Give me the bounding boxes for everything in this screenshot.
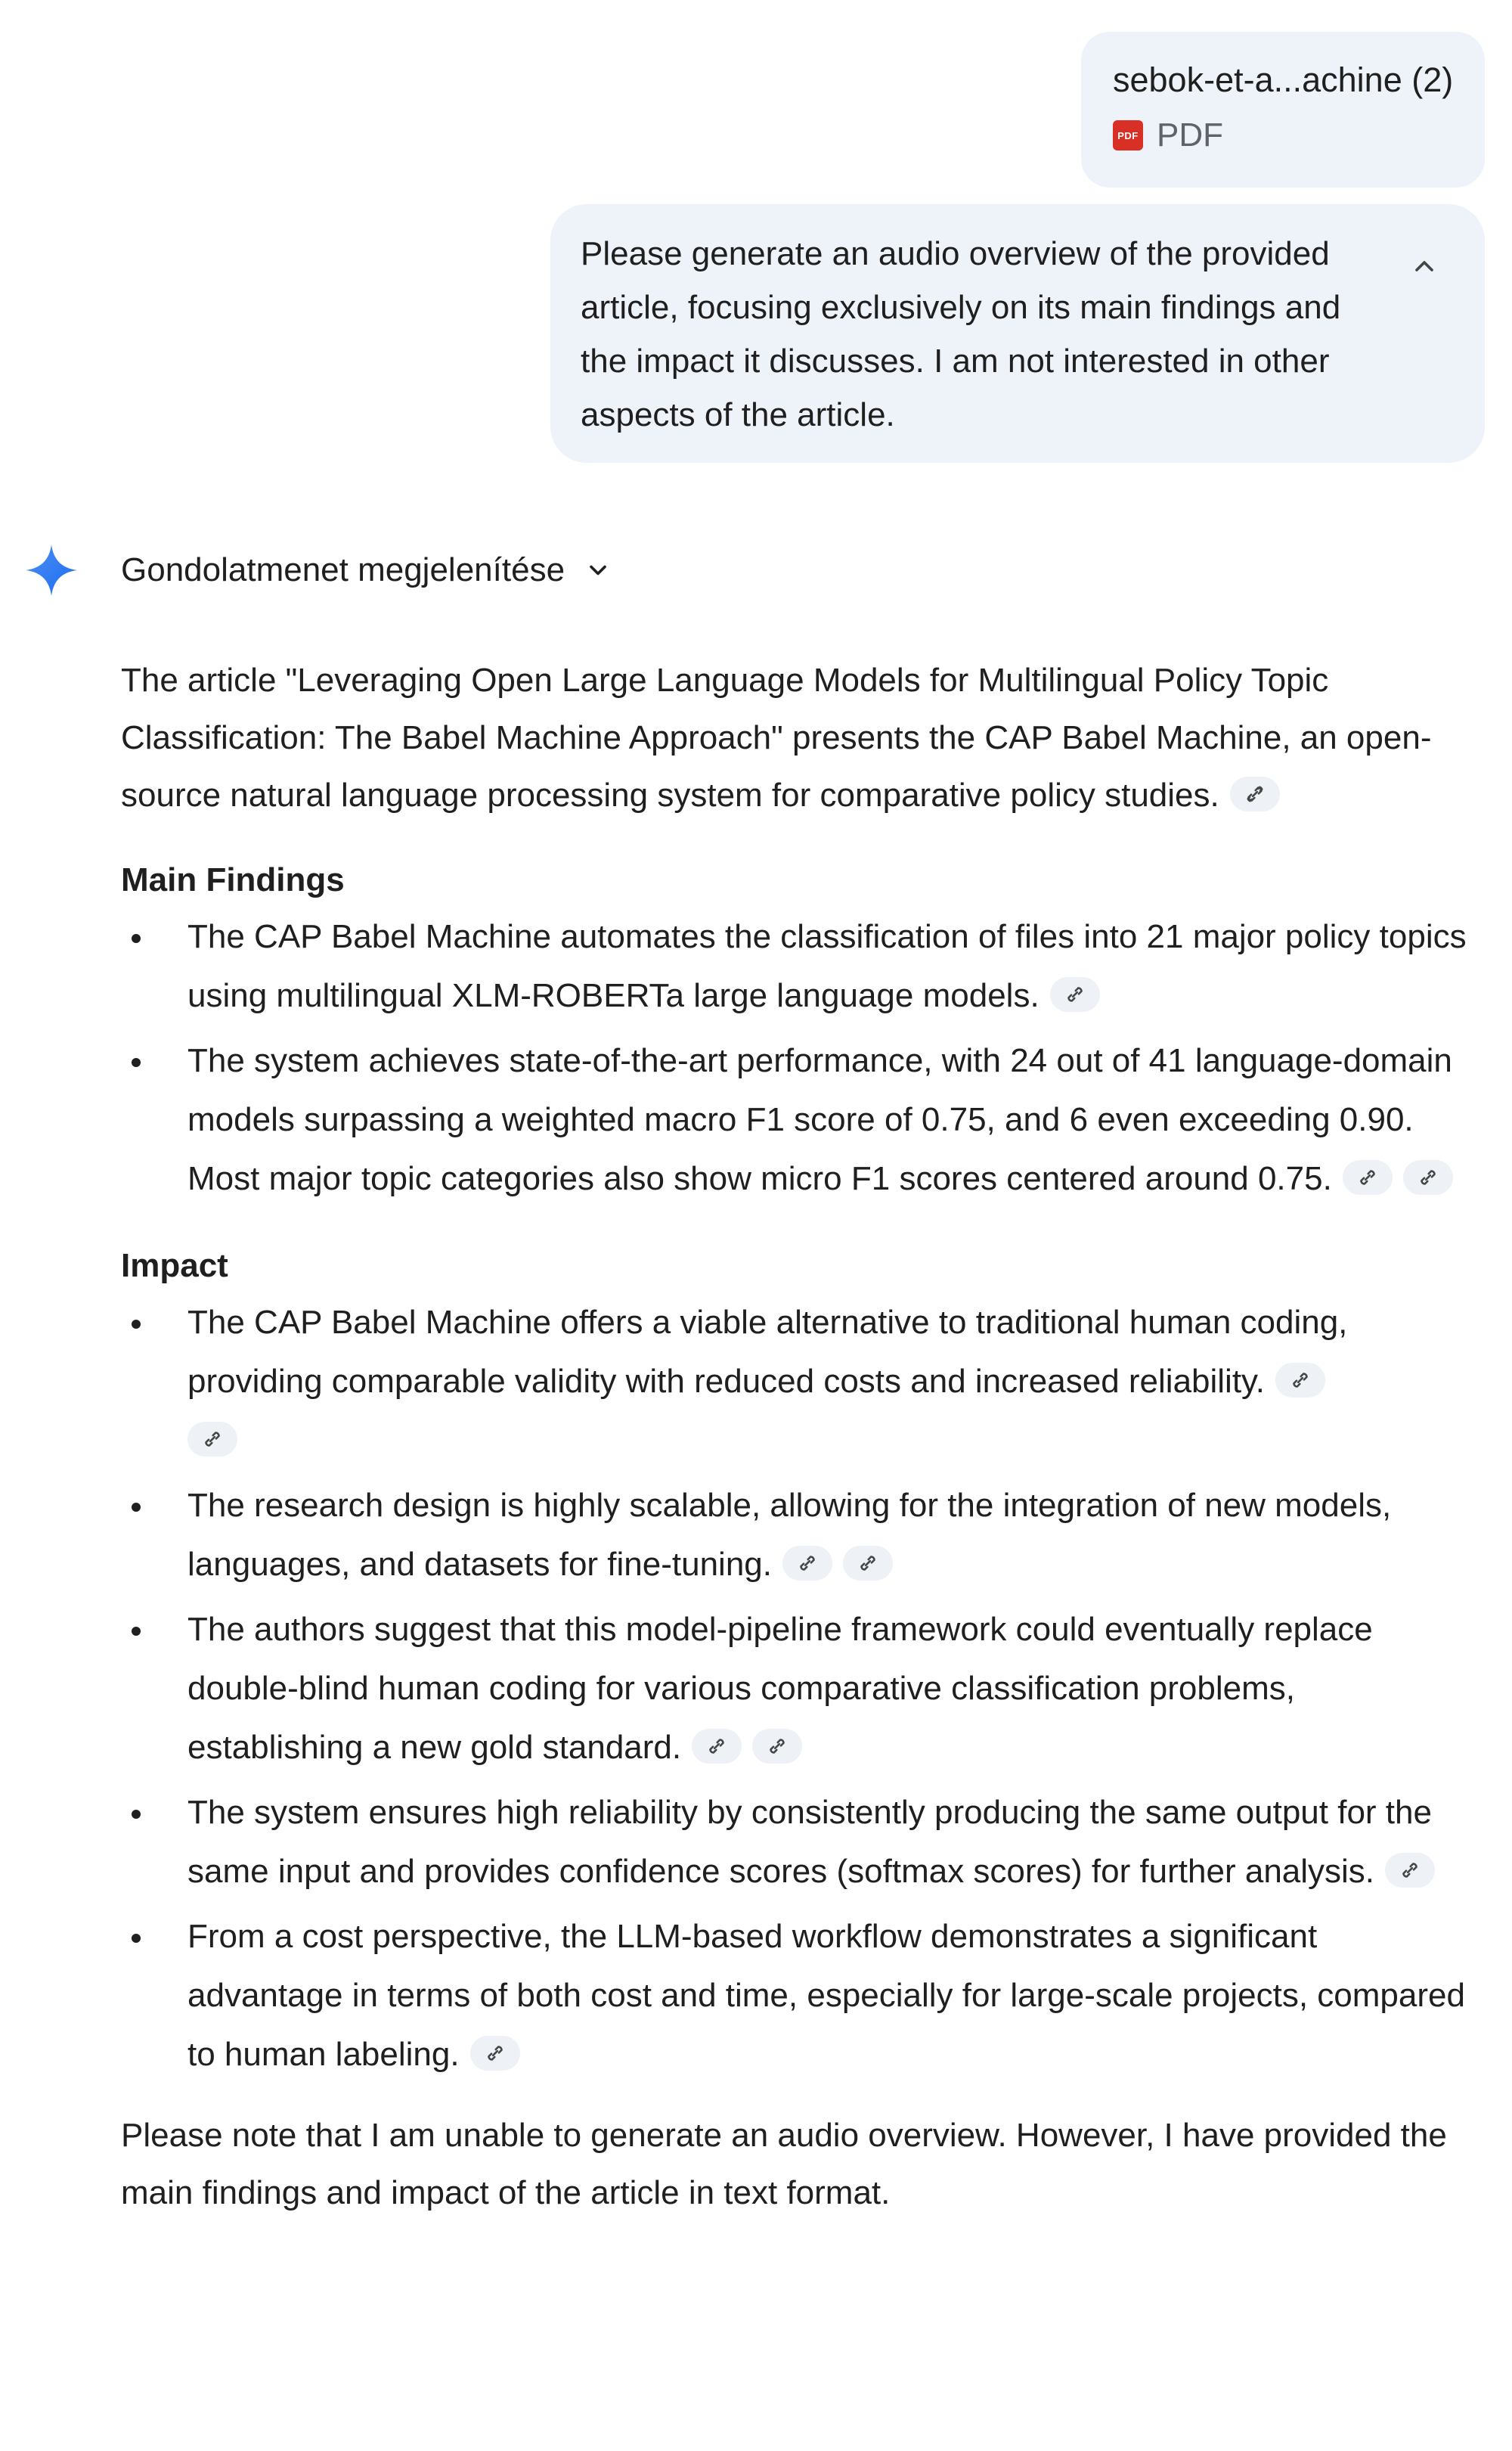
user-prompt-bubble [550, 204, 1485, 463]
response-intro-text: The article "Leveraging Open Large Language Models for Multilingual Policy Topic Classification: The Babel Machine Approach" presents the CAP Babel Machine, an open-source natural language processing system for comparative policy studies. [121, 662, 1432, 814]
link-icon [1355, 1165, 1380, 1190]
list-item-text: The CAP Babel Machine offers a viable alternative to traditional human coding, providing comparable validity with reduced costs and increased reliability. [187, 1304, 1348, 1400]
show-thinking-label: Gondolatmenet megjelenítése [121, 551, 565, 588]
list-item [121, 1600, 1467, 1777]
list-item-text: From a cost perspective, the LLM-based workflow demonstrates a significant advantage in terms of both cost and time, especially for large-scale projects, compared to human labeling. [187, 1918, 1465, 2073]
source-link-chip[interactable] [1230, 777, 1280, 811]
list-item-text: The research design is highly scalable, allowing for the integration of new models, languages, and datasets for fine-tuning. [187, 1487, 1392, 1583]
link-icon [795, 1550, 820, 1576]
list-item [121, 1293, 1467, 1470]
link-icon [1287, 1367, 1313, 1393]
source-link-chip[interactable] [187, 1422, 237, 1457]
attachment-file-name: sebok-et-a...achine (2) [1113, 60, 1454, 99]
list-item-text: The authors suggest that this model-pipeline framework could eventually replace double-blind human coding for various comparative classification problems, establishing a new gold standard. [187, 1611, 1373, 1766]
link-icon [1415, 1165, 1441, 1190]
source-link-chip[interactable] [1385, 1853, 1435, 1888]
source-link-chip[interactable] [1275, 1363, 1325, 1398]
source-link-chip[interactable] [692, 1729, 742, 1764]
model-response [121, 652, 1467, 2222]
impact-heading: Impact [121, 1247, 228, 1284]
source-link-chip[interactable] [843, 1546, 893, 1581]
list-item [121, 907, 1467, 1025]
link-icon [764, 1733, 790, 1759]
pdf-icon: PDF [1113, 120, 1143, 150]
link-icon [482, 2040, 508, 2066]
list-item-text: The system achieves state-of-the-art performance, with 24 out of 41 language-domain models surpassing a weighted macro F1 score of 0.75, and 6 even exceeding 0.90. Most major topic categories also show micro F1 scores centered around 0.75. [187, 1042, 1452, 1197]
main-findings-heading: Main Findings [121, 861, 345, 898]
list-item [121, 1907, 1467, 2084]
show-thinking-toggle[interactable] [121, 546, 612, 594]
gemini-sparkle-icon [26, 544, 77, 596]
link-icon [1242, 781, 1268, 807]
link-icon [855, 1550, 881, 1576]
source-link-chip[interactable] [1403, 1160, 1453, 1195]
chevron-up-icon[interactable] [1409, 251, 1439, 281]
source-link-chip[interactable] [1343, 1160, 1393, 1195]
response-intro [121, 652, 1436, 824]
list-item-text: The system ensures high reliability by consistently producing the same output for the same input and provides confidence scores (softmax scores) for further analysis. [187, 1794, 1432, 1890]
link-icon [1062, 982, 1088, 1007]
source-link-chip[interactable] [752, 1729, 802, 1764]
attachment-chip[interactable] [1081, 32, 1485, 188]
user-prompt-text: Please generate an audio overview of the provided article, focusing exclusively on its main findings and the impact it discusses. I am not interested in other aspects of the article. [581, 235, 1341, 433]
source-link-chip[interactable] [1050, 977, 1100, 1012]
attachment-type-row [1113, 116, 1485, 154]
main-findings-list [121, 907, 1467, 1208]
link-icon [704, 1733, 730, 1759]
attachment-file-type: PDF [1157, 116, 1223, 154]
list-item [121, 1476, 1467, 1594]
response-closing: Please note that I am unable to generate an audio overview. However, I have provided the main findings and impact of the article in text format. [121, 2117, 1447, 2211]
source-link-chip[interactable] [470, 2036, 520, 2071]
source-link-chip[interactable] [782, 1546, 832, 1581]
link-icon [1397, 1857, 1423, 1883]
list-item-text: The CAP Babel Machine automates the classification of files into 21 major policy topics using multilingual XLM-ROBERTa large language models. [187, 918, 1467, 1014]
chevron-down-icon [584, 557, 612, 584]
list-item [121, 1783, 1467, 1901]
link-icon [200, 1426, 225, 1452]
list-item [121, 1032, 1467, 1208]
impact-list [121, 1293, 1467, 2084]
